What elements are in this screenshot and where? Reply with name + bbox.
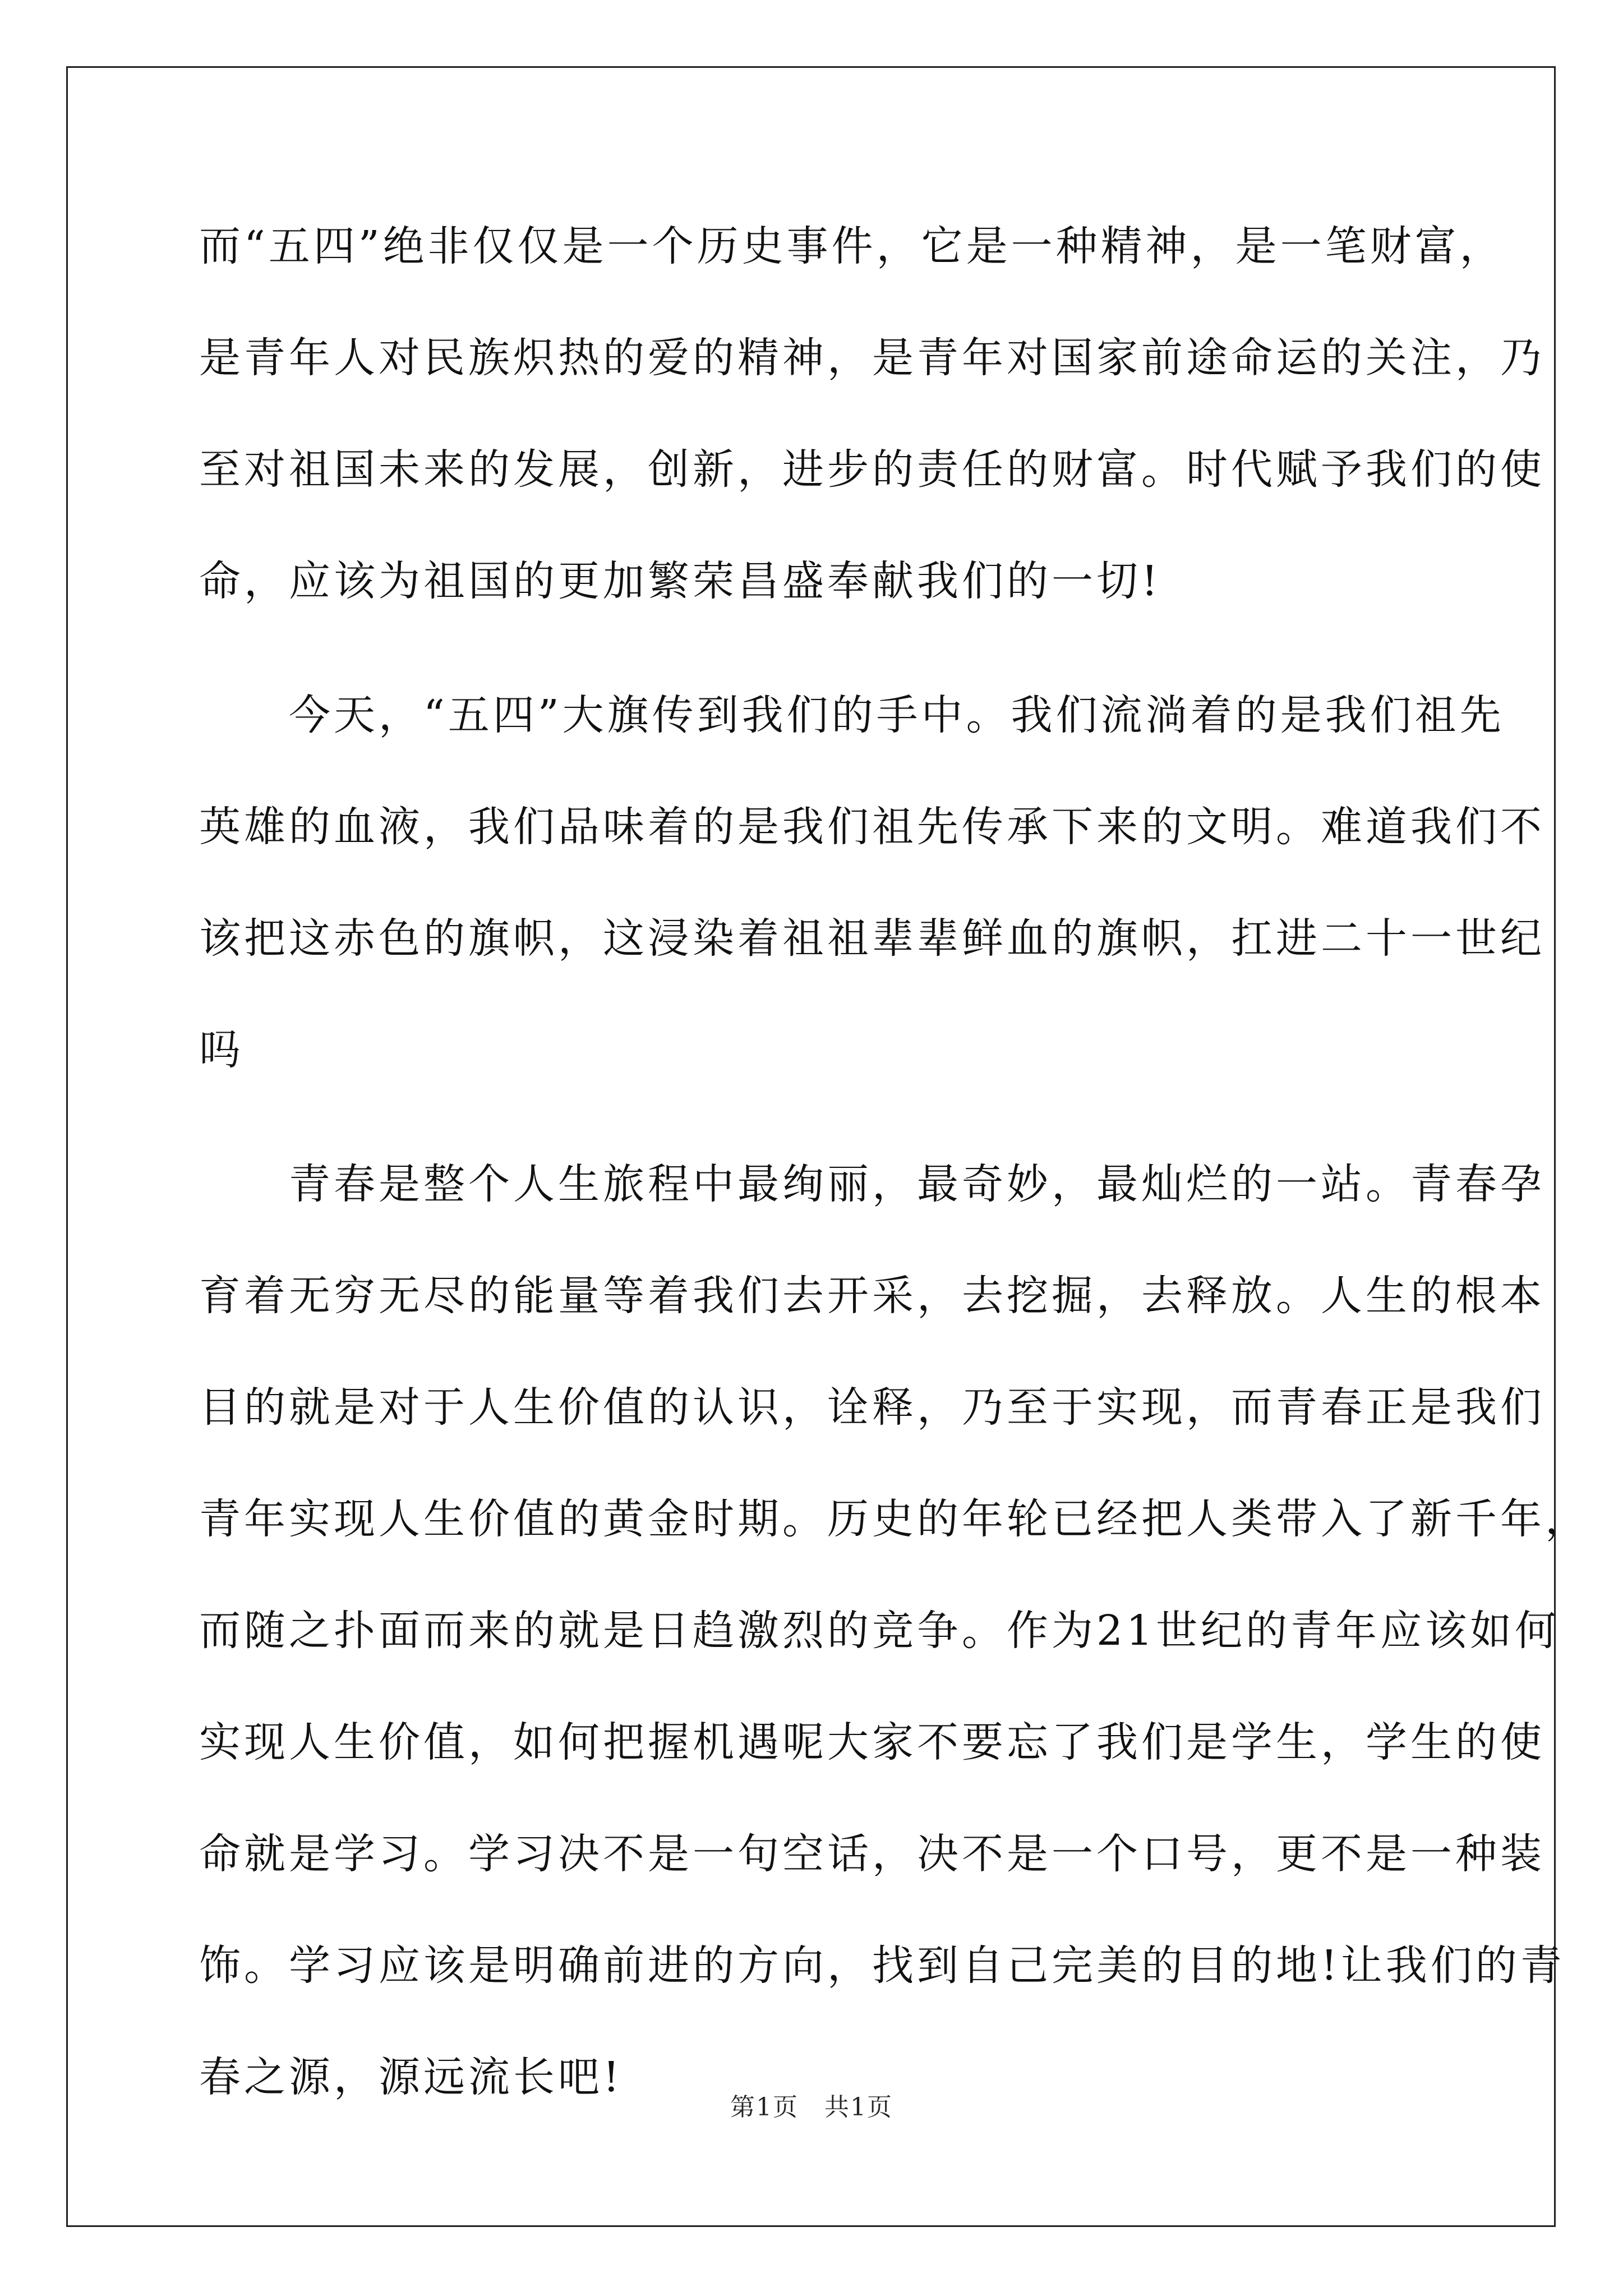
paragraph-3 bbox=[199, 1129, 1590, 2133]
page-number-footer: 第1页 共1页 bbox=[730, 2093, 893, 2122]
text-line: 育着无穷无尽的能量等着我们去开采，去挖掘，去释放。人生的根本 bbox=[199, 1272, 1545, 1320]
text-line: 该把这赤色的旗帜，这浸染着祖祖辈辈鲜血的旗帜，扛进二十一世纪 bbox=[199, 914, 1545, 963]
text-line: 而随之扑面而来的就是日趋激烈的竞争。作为21世纪的青年应该如何 bbox=[199, 1607, 1560, 1655]
paragraph-1 bbox=[199, 191, 1545, 637]
text-line: 英雄的血液，我们品味着的是我们祖先传承下来的文明。难道我们不 bbox=[199, 803, 1545, 851]
text-line: 春之源，源远流长吧! bbox=[199, 2053, 623, 2101]
text-line: 而“五四”绝非仅仅是一个历史事件，它是一种精神，是一笔财富， bbox=[199, 222, 1505, 270]
document-body bbox=[199, 191, 1590, 2133]
text-line: 目的就是对于人生价值的认识，诠释，乃至于实现，而青春正是我们 bbox=[199, 1383, 1545, 1432]
text-line: 命就是学习。学习决不是一句空话，决不是一个口号，更不是一种装 bbox=[199, 1830, 1545, 1878]
text-line: 饰。学习应该是明确前进的方向，找到自己完美的目的地!让我们的青 bbox=[199, 1941, 1565, 1990]
paragraph-spacer bbox=[199, 1106, 1422, 1129]
text-line: 是青年人对民族炽热的爱的精神，是青年对国家前途命运的关注，乃 bbox=[199, 334, 1545, 382]
paragraph-2 bbox=[199, 660, 1545, 1106]
text-line: 命，应该为祖国的更加繁荣昌盛奉献我们的一切! bbox=[199, 557, 1161, 605]
text-line: 今天，“五四”大旗传到我们的手中。我们流淌着的是我们祖先 bbox=[199, 691, 1505, 739]
text-line: 青年实现人生价值的黄金时期。历史的年轮已经把人类带入了新千年， bbox=[199, 1495, 1590, 1543]
paragraph-spacer bbox=[199, 637, 1422, 660]
text-line: 至对祖国未来的发展，创新，进步的责任的财富。时代赋予我们的使 bbox=[199, 445, 1545, 494]
text-line: 吗 bbox=[199, 1026, 244, 1074]
text-line: 青春是整个人生旅程中最绚丽，最奇妙，最灿烂的一站。青春孕 bbox=[199, 1160, 1545, 1208]
text-line: 实现人生价值，如何把握机遇呢大家不要忘了我们是学生，学生的使 bbox=[199, 1718, 1545, 1766]
